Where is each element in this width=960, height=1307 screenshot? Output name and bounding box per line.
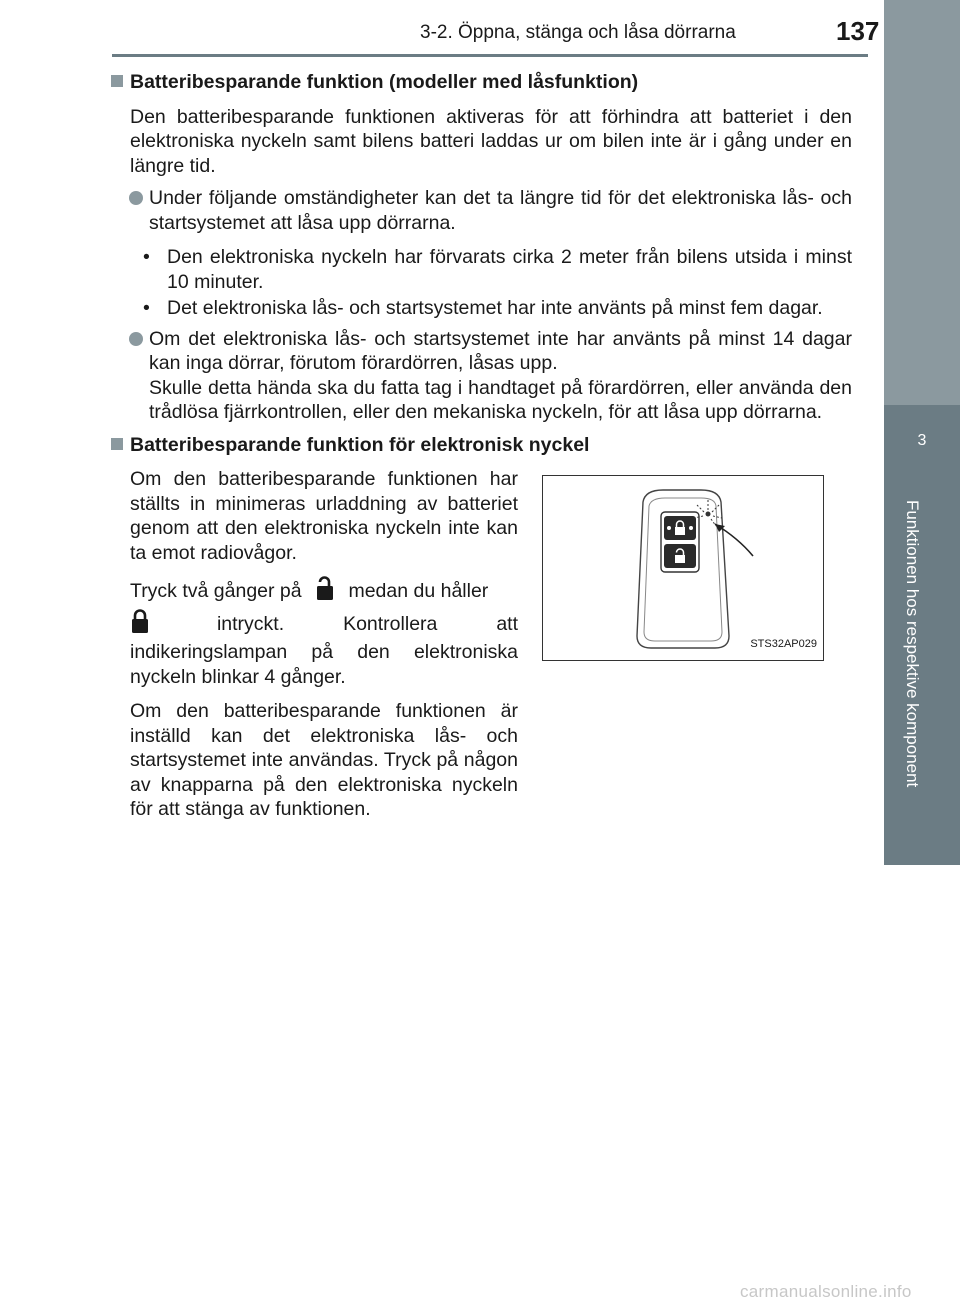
sublist xyxy=(110,245,852,321)
bullet-item xyxy=(129,186,852,235)
sub-item-dot-icon: • xyxy=(143,297,150,319)
section2-para2: Tryck två gånger på medan du håller intryckt. Kontrollera att indikeringslampan på den elektroniska nyckeln blinkar 4 gånger. xyxy=(130,575,518,689)
sub-item xyxy=(129,245,852,294)
section2-para3: Om den batteribesparande funktionen är inställd kan det elektroniska lås- och startsystemet inte användas. Tryck på någon av knapparna på den elektroniska nyckeln för att stänga av funktionen. xyxy=(130,700,518,820)
key-figure xyxy=(542,475,824,661)
bullet-text: Under följande omständigheter kan det ta längre tid för det elektroniska lås- och startsystemet att låsa upp dörrarna. xyxy=(149,187,852,234)
watermark: carmanualsonline.info xyxy=(740,1282,912,1301)
main-content xyxy=(110,70,852,820)
section1-intro: Den batteribesparande funktionen aktiveras för att förhindra att batteriet i den elektroniska nyckeln samt bilens batteri laddas ur om bilen inte är i gång under en längre tid. xyxy=(130,105,852,177)
unlock-icon xyxy=(315,575,335,608)
figure-code: STS32AP029 xyxy=(750,637,817,650)
sub-item xyxy=(129,296,852,321)
sub-item-text: Det elektroniska lås- och startsystemet har inte använts på minst fem dagar. xyxy=(167,297,823,319)
sub-item-text: Den elektroniska nyckeln har förvarats cirka 2 meter från bilens utsida i minst 10 minuter. xyxy=(167,246,852,293)
section2-text-column xyxy=(130,467,518,832)
section1-heading xyxy=(110,70,852,95)
bullet-dot-icon xyxy=(129,191,143,205)
section2-heading-text: Batteribesparande funktion för elektronisk nyckel xyxy=(130,433,590,456)
section1-heading-text: Batteribesparande funktion (modeller med låsfunktion) xyxy=(130,71,639,93)
side-tab-lower xyxy=(884,405,960,865)
chapter-number: 3 xyxy=(917,432,927,449)
header-rule xyxy=(112,54,868,57)
heading-square-icon xyxy=(111,438,123,450)
sub-item-dot-icon: • xyxy=(143,246,150,268)
bullet-item xyxy=(129,327,852,425)
header-section-title: 3-2. Öppna, stänga och låsa dörrarna xyxy=(420,22,736,43)
bullet-text-continued: Skulle detta hända ska du fatta tag i handtaget på förardörren, eller använda den trådlösa fjärrkontrollen, eller den mekaniska nyckeln, för att låsa upp dörrarna. xyxy=(149,376,852,423)
side-tab-upper xyxy=(884,0,960,405)
section2-body xyxy=(130,467,852,820)
lock-icon xyxy=(130,608,150,641)
section2-para1: Om den batteribesparande funktionen har ställts in minimeras urladdning av batteriet genom att den elektroniska nyckeln inte kan ta emot radiovågor. xyxy=(130,468,518,564)
bullet-text: Om det elektroniska lås- och startsystemet inte har använts på minst 14 dagar kan inga dörrar, förutom förardörren, låsas upp. xyxy=(149,327,852,374)
bullet-dot-icon xyxy=(129,332,143,346)
heading-square-icon xyxy=(111,75,123,87)
chapter-title: Funktionen hos respektive komponent xyxy=(903,500,922,788)
section2-heading xyxy=(110,433,852,458)
page-number: 137 xyxy=(836,16,880,46)
